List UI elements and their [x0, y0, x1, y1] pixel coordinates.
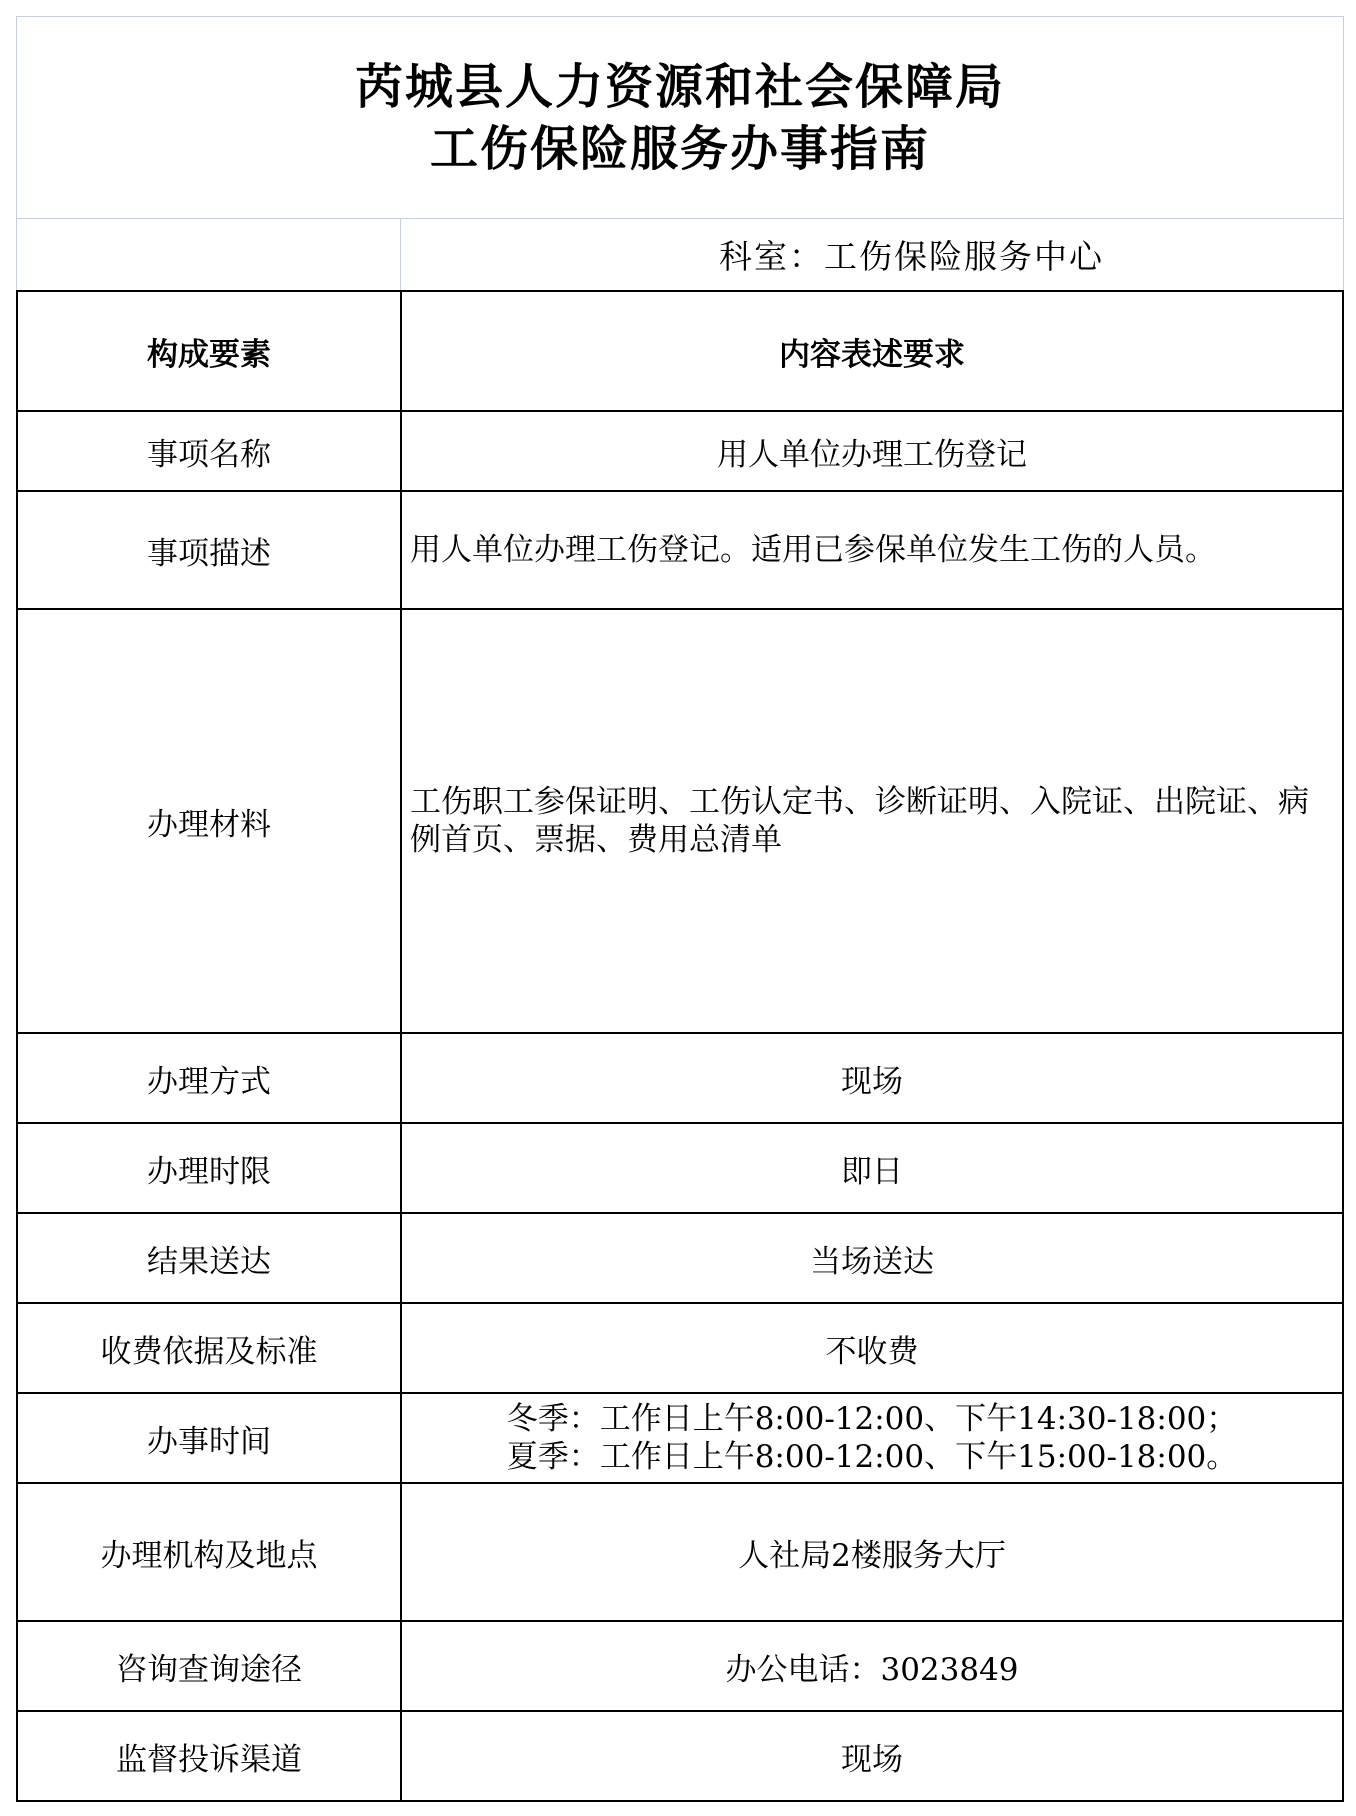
table-row — [17, 1033, 1343, 1123]
header-element: 构成要素 — [17, 291, 401, 411]
table-row — [17, 1123, 1343, 1213]
table-row — [17, 1303, 1343, 1393]
title-line-1: 芮城县人力资源和社会保障局 — [354, 58, 1005, 115]
row-label: 收费依据及标准 — [17, 1303, 401, 1393]
table-header-row — [17, 291, 1343, 411]
table-row — [17, 609, 1343, 1033]
row-value: 现场 — [401, 1711, 1343, 1801]
row-value: 用人单位办理工伤登记 — [401, 411, 1343, 491]
department-row — [16, 218, 1344, 290]
row-label: 办理机构及地点 — [17, 1483, 401, 1621]
header-content: 内容表述要求 — [401, 291, 1343, 411]
department-blank-cell — [17, 219, 401, 290]
guide-table — [16, 290, 1344, 1802]
row-value: 用人单位办理工伤登记。适用已参保单位发生工伤的人员。 — [401, 491, 1343, 609]
row-value: 现场 — [401, 1033, 1343, 1123]
row-value: 即日 — [401, 1123, 1343, 1213]
department-label: 科室：工伤保险服务中心 — [719, 237, 1104, 276]
row-value: 办公电话：3023849 — [401, 1621, 1343, 1711]
row-value: 人社局2楼服务大厅 — [401, 1483, 1343, 1621]
row-label: 办理时限 — [17, 1123, 401, 1213]
table-row — [17, 1213, 1343, 1303]
table-row — [17, 1483, 1343, 1621]
table-row — [17, 491, 1343, 609]
row-label: 事项名称 — [17, 411, 401, 491]
row-value: 不收费 — [401, 1303, 1343, 1393]
row-label: 监督投诉渠道 — [17, 1711, 401, 1801]
row-value — [401, 1393, 1343, 1483]
row-label: 咨询查询途径 — [17, 1621, 401, 1711]
row-value: 工伤职工参保证明、工伤认定书、诊断证明、入院证、出院证、病例首页、票据、费用总清单 — [401, 609, 1343, 1033]
title-line-2: 工伤保险服务办事指南 — [429, 120, 930, 177]
row-label: 办事时间 — [17, 1393, 401, 1483]
row-label: 办理方式 — [17, 1033, 401, 1123]
table-row — [17, 1393, 1343, 1483]
row-label: 办理材料 — [17, 609, 401, 1033]
table-row — [17, 1621, 1343, 1711]
table-row — [17, 411, 1343, 491]
row-label: 结果送达 — [17, 1213, 401, 1303]
office-hours-summer: 夏季：工作日上午8:00-12:00、下午15:00-18:00。 — [506, 1439, 1238, 1475]
title-block — [16, 16, 1344, 218]
guide-sheet — [16, 16, 1344, 1802]
office-hours-winter: 冬季：工作日上午8:00-12:00、下午14:30-18:00； — [506, 1401, 1238, 1437]
table-row — [17, 1711, 1343, 1801]
row-value: 当场送达 — [401, 1213, 1343, 1303]
row-label: 事项描述 — [17, 491, 401, 609]
